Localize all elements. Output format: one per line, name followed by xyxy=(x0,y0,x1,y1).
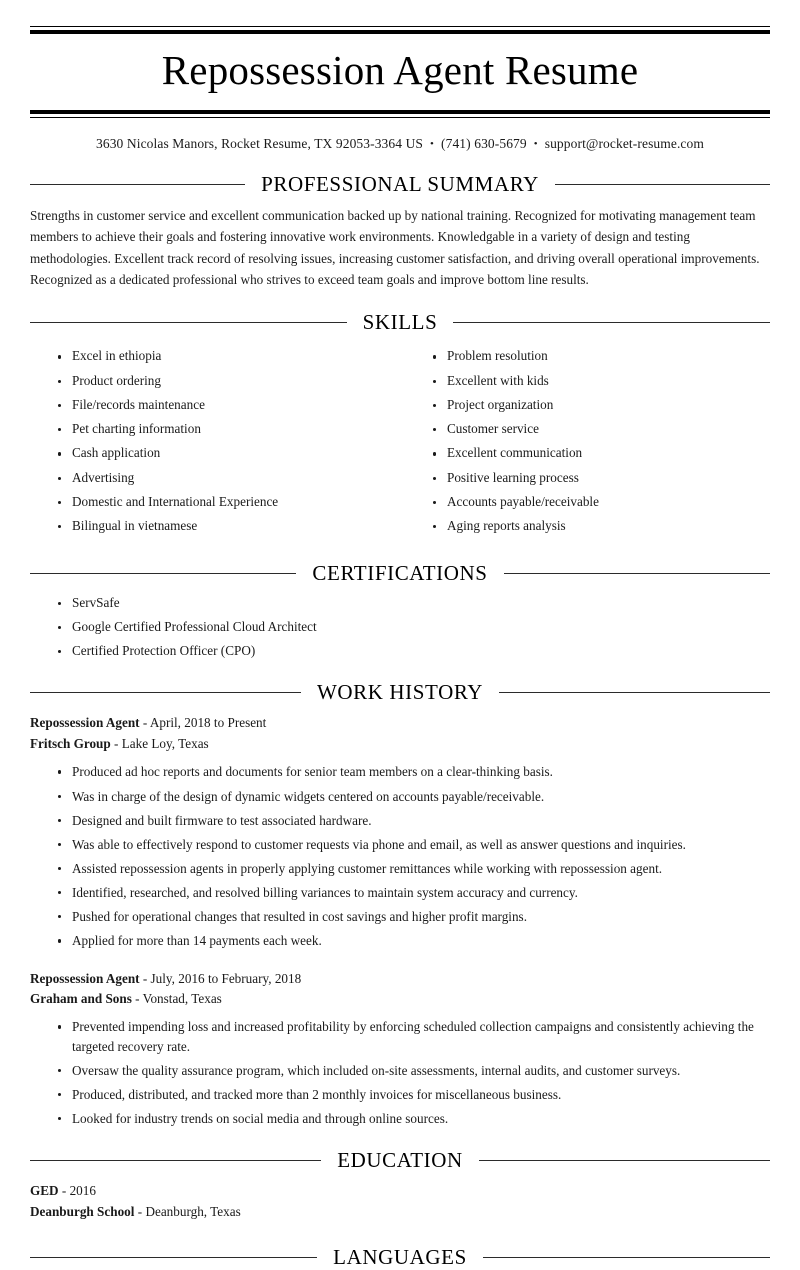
list-item xyxy=(50,811,770,830)
skill-label: Aging reports analysis xyxy=(447,518,566,534)
resume-page xyxy=(0,26,800,1269)
certifications-list xyxy=(50,594,770,660)
job-company-line xyxy=(30,734,770,754)
skill-label: Accounts payable/receivable xyxy=(447,493,599,509)
work-history-entry xyxy=(30,713,770,950)
section-rule-left xyxy=(30,1160,321,1161)
section-header-education xyxy=(30,1148,770,1173)
contact-separator-2: • xyxy=(533,137,538,150)
job-dash: - xyxy=(135,990,140,1006)
job-company-line xyxy=(30,989,770,1009)
list-item xyxy=(50,618,770,637)
job-dates: April, 2018 to Present xyxy=(149,715,267,731)
skill-label: Positive learning process xyxy=(447,469,579,485)
list-item xyxy=(425,444,770,463)
job-bullet: Looked for industry trends on social media and through online sources. xyxy=(72,1110,449,1126)
section-header-work-history xyxy=(30,680,770,705)
certification-label: Certified Protection Officer (CPO) xyxy=(72,642,256,658)
list-item xyxy=(50,493,400,512)
education-school: Deanburgh School xyxy=(30,1203,135,1219)
skill-label: Excellent communication xyxy=(447,445,583,461)
job-bullet: Produced, distributed, and tracked more than 2 monthly invoices for miscellaneous business. xyxy=(72,1086,562,1102)
education-dash: - xyxy=(137,1203,143,1219)
job-bullet: Prevented impending loss and increased profitability by enforcing scheduled collection campaigns and consistently achieving the targeted recovery rate. xyxy=(72,1019,754,1054)
job-bullet: Produced ad hoc reports and documents for senior team members on a clear-thinking basis. xyxy=(72,764,553,780)
list-item xyxy=(425,420,770,439)
contact-line xyxy=(30,136,770,152)
education-degree-line xyxy=(30,1181,770,1202)
resume-header xyxy=(30,26,770,118)
list-item xyxy=(50,1017,770,1055)
list-item xyxy=(50,347,400,366)
job-company: Graham and Sons xyxy=(30,990,132,1006)
section-rule-right xyxy=(499,692,770,693)
skill-label: Excel in ethiopia xyxy=(72,348,162,364)
job-bullet-list xyxy=(30,762,770,950)
list-item xyxy=(50,1061,770,1080)
job-title-line xyxy=(30,969,770,989)
skill-label: Domestic and International Experience xyxy=(72,493,279,509)
section-rule-left xyxy=(30,322,347,323)
skills-column-right xyxy=(400,343,770,541)
list-item xyxy=(50,396,400,415)
list-item xyxy=(50,1109,770,1128)
list-item xyxy=(50,859,770,878)
resume-header-inner xyxy=(30,30,770,114)
section-rule-left xyxy=(30,692,301,693)
job-bullet: Assisted repossession agents in properly applying customer remittances while working with repossession agent. xyxy=(72,860,663,876)
section-rule-left xyxy=(30,573,296,574)
list-item xyxy=(50,907,770,926)
section-rule-right xyxy=(483,1257,770,1258)
job-bullet: Was able to effectively respond to customer requests via phone and email, as well as answer questions and inquiries. xyxy=(72,836,686,852)
section-rule-right xyxy=(504,573,770,574)
job-bullet: Identified, researched, and resolved billing variances to maintain system accuracy and currency. xyxy=(72,885,578,901)
skill-label: Pet charting information xyxy=(72,421,201,437)
page-title: Repossession Agent Resume xyxy=(161,47,639,93)
section-title-skills: SKILLS xyxy=(362,310,438,335)
section-rule-right xyxy=(453,322,770,323)
job-dash: - xyxy=(114,735,119,751)
skill-label: Bilingual in vietnamese xyxy=(72,518,198,534)
skill-label: Project organization xyxy=(447,396,554,412)
list-item xyxy=(425,469,770,488)
education-degree: GED xyxy=(30,1183,59,1199)
section-rule-right xyxy=(479,1160,770,1161)
education-location: Deanburgh, Texas xyxy=(145,1203,241,1219)
contact-email: support@rocket-resume.com xyxy=(544,135,704,151)
list-item xyxy=(425,372,770,391)
job-title: Repossession Agent xyxy=(30,715,140,731)
list-item xyxy=(425,347,770,366)
skills-list-right xyxy=(425,347,770,535)
section-rule-left xyxy=(30,184,245,185)
job-bullet: Applied for more than 14 payments each week. xyxy=(72,933,322,949)
section-title-work-history: WORK HISTORY xyxy=(316,680,484,705)
list-item xyxy=(50,420,400,439)
skill-label: File/records maintenance xyxy=(72,396,205,412)
education-year: 2016 xyxy=(69,1183,96,1199)
education-entry xyxy=(30,1181,770,1223)
section-title-summary: PROFESSIONAL SUMMARY xyxy=(261,171,539,196)
list-item xyxy=(50,835,770,854)
skills-columns xyxy=(30,343,770,541)
summary-text: Strengths in customer service and excellent communication backed up by national training. Recognized for motivating management team members to achieve their goals and fostering innovative work environments. Knowledgable in a variety of design and testing methodologies. Excellent track record of resolving issues, increasing customer satisfaction, and driving overall operational improvements. Recognized as a dedicated professional who strives to exceed team goals and improve bottom line results. xyxy=(30,207,760,288)
skill-label: Customer service xyxy=(447,421,539,437)
list-item xyxy=(50,372,400,391)
education-school-line xyxy=(30,1202,770,1223)
job-dates: July, 2016 to February, 2018 xyxy=(150,970,302,986)
job-title: Repossession Agent xyxy=(30,970,140,986)
skill-label: Excellent with kids xyxy=(447,372,549,388)
skill-label: Cash application xyxy=(72,445,161,461)
job-bullet: Designed and built firmware to test associated hardware. xyxy=(72,812,372,828)
list-item xyxy=(50,787,770,806)
certification-label: Google Certified Professional Cloud Architect xyxy=(72,619,317,635)
section-header-summary xyxy=(30,172,770,197)
job-bullet: Was in charge of the design of dynamic widgets centered on accounts payable/receivable. xyxy=(72,788,545,804)
job-title-line xyxy=(30,713,770,733)
job-location: Lake Loy, Texas xyxy=(121,735,209,751)
list-item xyxy=(50,762,770,781)
job-company: Fritsch Group xyxy=(30,735,111,751)
contact-separator-1: • xyxy=(430,137,434,150)
list-item xyxy=(50,594,770,613)
certification-label: ServSafe xyxy=(72,595,120,611)
section-header-skills xyxy=(30,310,770,335)
work-history-entry xyxy=(30,969,770,1129)
list-item xyxy=(50,883,770,902)
section-header-certifications xyxy=(30,561,770,586)
job-bullet: Pushed for operational changes that resulted in cost savings and higher profit margins. xyxy=(72,909,527,925)
section-title-certifications: CERTIFICATIONS xyxy=(312,561,488,586)
section-header-languages xyxy=(30,1245,770,1270)
list-item xyxy=(50,469,400,488)
list-item xyxy=(50,517,400,536)
list-item xyxy=(50,444,400,463)
skills-column-left xyxy=(30,343,400,541)
job-location: Vonstad, Texas xyxy=(142,990,222,1006)
job-dash: - xyxy=(142,715,148,731)
section-title-education: EDUCATION xyxy=(337,1148,463,1173)
list-item xyxy=(50,642,770,661)
job-bullet: Oversaw the quality assurance program, which included on-site assessments, internal audits, and customer surveys. xyxy=(72,1062,681,1078)
section-rule-right xyxy=(555,184,770,185)
job-bullet-list xyxy=(30,1017,770,1128)
list-item xyxy=(425,493,770,512)
skill-label: Advertising xyxy=(72,469,135,485)
contact-phone: (741) 630-5679 xyxy=(441,135,527,151)
skill-label: Product ordering xyxy=(72,372,161,388)
section-title-languages: LANGUAGES xyxy=(333,1244,467,1269)
contact-address: 3630 Nicolas Manors, Rocket Resume, TX 92053-3364 US xyxy=(96,135,424,151)
skill-label: Problem resolution xyxy=(447,348,548,364)
skills-list-left xyxy=(50,347,400,535)
list-item xyxy=(425,517,770,536)
list-item xyxy=(425,396,770,415)
list-item xyxy=(50,931,770,950)
certifications-block xyxy=(30,594,770,660)
education-dash: - xyxy=(61,1183,67,1199)
job-dash: - xyxy=(142,970,148,986)
section-rule-left xyxy=(30,1257,317,1258)
list-item xyxy=(50,1085,770,1104)
